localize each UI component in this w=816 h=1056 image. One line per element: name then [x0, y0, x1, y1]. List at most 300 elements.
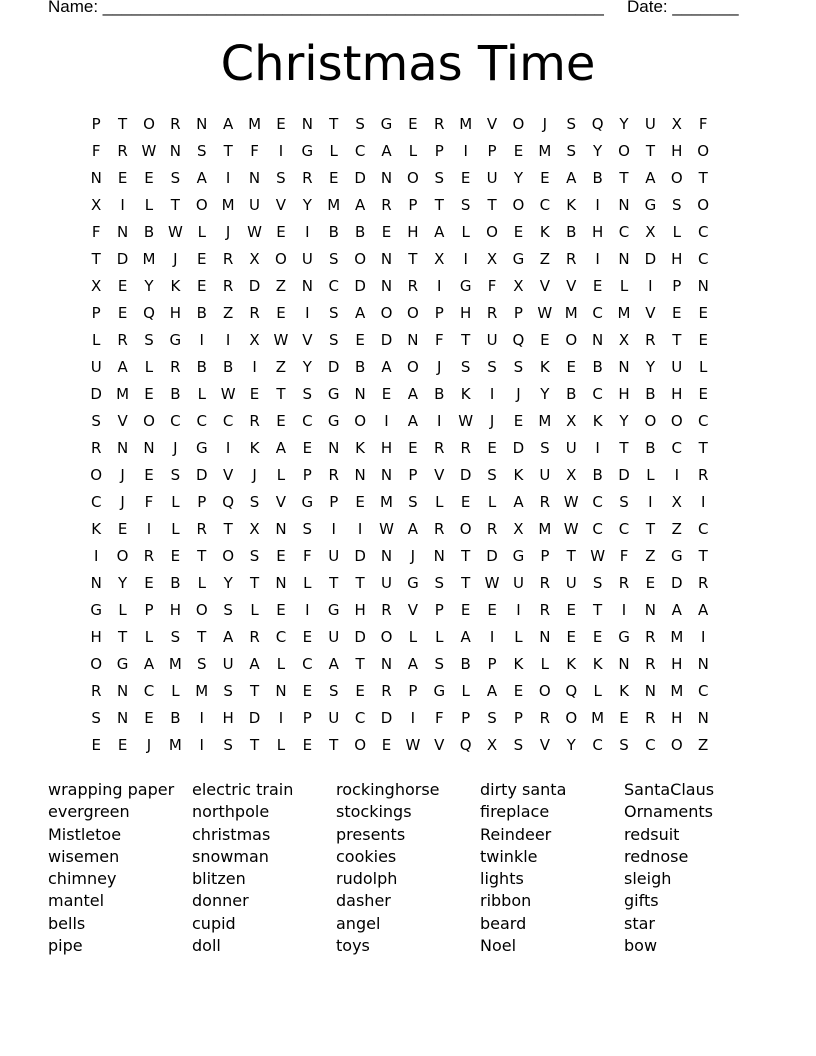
grid-letter: M: [168, 736, 182, 754]
grid-letter: E: [144, 709, 154, 727]
grid-letter: N: [116, 223, 129, 241]
grid-letter: E: [276, 304, 286, 322]
grid-letter: S: [276, 169, 286, 187]
grid-letter: T: [197, 628, 207, 646]
grid-letter: M: [168, 655, 182, 673]
grid-letter: A: [486, 682, 498, 700]
grid-letter: V: [539, 277, 550, 295]
grid-letter: E: [276, 223, 286, 241]
grid-letter: A: [566, 169, 577, 187]
grid-letter: G: [327, 385, 340, 403]
grid-letter: O: [618, 142, 630, 160]
grid-letter: C: [592, 493, 603, 511]
grid-letter: E: [566, 358, 576, 376]
grid-letter: I: [305, 223, 310, 241]
grid-letter: R: [170, 358, 181, 376]
grid-letter: Y: [144, 277, 154, 295]
grid-letter: N: [380, 250, 393, 268]
grid-letter: M: [591, 709, 605, 727]
word-list-item: fireplace: [480, 802, 550, 822]
grid-letter: E: [645, 574, 656, 592]
grid-letter: D: [644, 250, 657, 268]
grid-letter: N: [275, 574, 287, 592]
grid-letter: E: [513, 223, 524, 241]
grid-letter: I: [146, 520, 152, 538]
grid-letter: N: [618, 250, 630, 268]
grid-letter: K: [566, 655, 577, 673]
grid-letter: J: [410, 547, 416, 565]
grid-letter: Q: [222, 493, 235, 511]
grid-letter: C: [170, 412, 181, 430]
grid-letter: R: [381, 196, 392, 214]
grid-letter: C: [592, 736, 603, 754]
grid-letter: I: [331, 520, 336, 538]
word-list-item: bow: [624, 936, 658, 956]
grid-letter: L: [197, 574, 206, 592]
grid-letter: E: [408, 439, 418, 457]
grid-letter: E: [144, 466, 154, 484]
grid-letter: B: [592, 466, 603, 484]
grid-letter: N: [407, 331, 419, 349]
grid-letter: I: [305, 601, 310, 619]
word-list-item: rudolph: [336, 869, 398, 889]
grid-letter: U: [301, 250, 313, 268]
grid-letter: R: [117, 142, 128, 160]
grid-letter: B: [592, 169, 603, 187]
grid-letter: X: [566, 466, 577, 484]
grid-letter: G: [90, 601, 102, 619]
grid-letter: E: [408, 115, 418, 133]
grid-letter: E: [513, 682, 524, 700]
grid-letter: I: [463, 142, 468, 160]
grid-letter: W: [247, 223, 262, 241]
grid-letter: U: [512, 574, 524, 592]
grid-letter: R: [302, 169, 313, 187]
grid-row: [83, 732, 743, 759]
grid-letter: S: [328, 682, 339, 700]
grid-letter: A: [381, 358, 392, 376]
grid-letter: K: [249, 439, 260, 457]
grid-letter: W: [563, 493, 579, 511]
grid-letter: M: [670, 682, 684, 700]
word-list-item: twinkle: [480, 846, 538, 866]
grid-letter: T: [698, 547, 708, 565]
grid-letter: T: [487, 196, 497, 214]
grid-letter: B: [328, 223, 339, 241]
grid-letter: N: [644, 601, 657, 619]
grid-letter: C: [302, 655, 313, 673]
grid-letter: I: [648, 493, 653, 511]
grid-letter: D: [354, 277, 366, 295]
grid-letter: Y: [645, 358, 655, 376]
grid-letter: O: [512, 196, 525, 214]
grid-letter: E: [328, 169, 339, 187]
grid-letter: V: [275, 493, 287, 511]
word-list-item: rockinghorse: [336, 780, 440, 799]
grid-letter: O: [275, 250, 287, 268]
grid-letter: Q: [143, 304, 155, 322]
grid-letter: G: [195, 439, 208, 457]
grid-letter: E: [566, 601, 576, 619]
grid-letter: S: [460, 196, 471, 214]
grid-letter: E: [460, 601, 471, 619]
grid-letter: L: [276, 466, 286, 484]
grid-letter: N: [248, 169, 261, 187]
grid-letter: S: [355, 115, 365, 133]
grid-letter: W: [484, 574, 500, 592]
grid-letter: T: [593, 601, 603, 619]
grid-letter: E: [698, 304, 708, 322]
grid-letter: O: [222, 547, 235, 565]
grid-letter: T: [249, 682, 260, 700]
grid-letter: R: [460, 439, 471, 457]
word-list-column: [48, 779, 192, 957]
word-list-item: beard: [480, 913, 527, 933]
grid-letter: J: [120, 493, 125, 511]
grid-letter: O: [90, 466, 103, 484]
word-list-column: [336, 779, 480, 957]
grid-letter: I: [93, 547, 99, 565]
grid-letter: G: [512, 250, 525, 268]
word-list-item: star: [624, 913, 655, 933]
word-list-column: [624, 779, 768, 957]
grid-letter: T: [249, 736, 260, 754]
grid-letter: C: [222, 412, 234, 430]
grid-letter: W: [405, 736, 421, 754]
grid-letter: A: [407, 385, 419, 403]
grid-letter: C: [592, 304, 603, 322]
grid-letter: M: [538, 520, 552, 538]
grid-letter: D: [671, 574, 683, 592]
grid-letter: L: [171, 520, 180, 538]
grid-letter: H: [618, 385, 630, 403]
grid-letter: V: [407, 601, 419, 619]
worksheet-header: [0, 0, 816, 21]
grid-letter: R: [381, 601, 392, 619]
grid-letter: N: [301, 115, 313, 133]
grid-letter: S: [513, 736, 524, 754]
grid-letter: R: [143, 547, 155, 565]
grid-letter: J: [225, 223, 231, 241]
grid-letter: I: [648, 277, 653, 295]
grid-letter: Y: [223, 574, 233, 592]
grid-letter: R: [566, 250, 577, 268]
grid-letter: X: [486, 250, 498, 268]
grid-letter: C: [592, 385, 603, 403]
grid-letter: E: [592, 277, 603, 295]
grid-letter: I: [225, 439, 231, 457]
grid-letter: P: [461, 709, 471, 727]
date-field-label: Date: _______: [627, 0, 739, 16]
grid-letter: B: [170, 709, 181, 727]
grid-letter: C: [539, 196, 551, 214]
grid-letter: R: [645, 628, 656, 646]
grid-letter: F: [698, 115, 708, 133]
grid-letter: N: [380, 466, 393, 484]
grid-letter: E: [698, 385, 708, 403]
grid-letter: C: [697, 250, 709, 268]
grid-letter: N: [592, 331, 604, 349]
grid-letter: J: [542, 115, 548, 133]
grid-letter: L: [487, 493, 497, 511]
grid-letter: H: [671, 142, 683, 160]
grid-letter: P: [434, 601, 444, 619]
grid-letter: K: [513, 466, 524, 484]
grid-letter: U: [249, 196, 261, 214]
grid-letter: G: [116, 655, 129, 673]
grid-letter: A: [249, 655, 260, 673]
grid-letter: K: [566, 196, 577, 214]
grid-letter: D: [618, 466, 630, 484]
grid-letter: B: [566, 385, 577, 403]
grid-letter: S: [408, 493, 418, 511]
grid-letter: S: [170, 466, 181, 484]
grid-letter: U: [90, 358, 102, 376]
grid-letter: C: [697, 520, 709, 538]
word-list-item: gifts: [624, 891, 659, 911]
word-list-item: dasher: [336, 891, 391, 911]
grid-letter: C: [354, 709, 366, 727]
grid-letter: U: [539, 466, 551, 484]
grid-letter: L: [435, 628, 444, 646]
grid-letter: D: [195, 466, 208, 484]
grid-letter: E: [540, 331, 550, 349]
grid-letter: M: [248, 115, 262, 133]
grid-letter: J: [437, 358, 442, 376]
grid-letter: T: [223, 142, 233, 160]
grid-letter: M: [459, 115, 473, 133]
grid-row: [83, 408, 743, 435]
word-list-item: stockings: [336, 802, 412, 822]
grid-letter: Y: [302, 196, 312, 214]
grid-row: [83, 138, 743, 165]
grid-letter: P: [408, 682, 418, 700]
grid-row: [83, 489, 743, 516]
grid-letter: K: [460, 385, 471, 403]
grid-letter: B: [434, 385, 445, 403]
grid-letter: R: [645, 331, 656, 349]
grid-letter: I: [120, 196, 125, 214]
grid-letter: K: [619, 682, 629, 700]
grid-letter: A: [354, 304, 366, 322]
grid-letter: N: [380, 547, 393, 565]
grid-letter: A: [223, 115, 234, 133]
grid-letter: V: [223, 466, 234, 484]
grid-letter: S: [487, 709, 497, 727]
grid-letter: E: [487, 439, 497, 457]
grid-letter: R: [249, 412, 260, 430]
grid-letter: Z: [275, 358, 287, 376]
grid-letter: P: [408, 466, 418, 484]
grid-letter: O: [644, 412, 657, 430]
grid-letter: H: [380, 439, 393, 457]
grid-letter: J: [146, 736, 152, 754]
grid-letter: R: [486, 304, 498, 322]
grid-row: [83, 462, 743, 489]
grid-letter: L: [92, 331, 101, 349]
grid-letter: B: [566, 223, 577, 241]
grid-letter: E: [460, 169, 471, 187]
grid-letter: O: [406, 358, 419, 376]
grid-letter: B: [645, 439, 656, 457]
grid-letter: W: [220, 385, 236, 403]
grid-letter: J: [489, 412, 495, 430]
grid-letter: W: [563, 520, 579, 538]
grid-letter: N: [169, 142, 181, 160]
grid-letter: U: [486, 169, 498, 187]
grid-letter: N: [275, 682, 287, 700]
grid-letter: T: [461, 331, 471, 349]
grid-letter: O: [380, 304, 393, 322]
grid-letter: N: [275, 520, 287, 538]
grid-letter: E: [276, 412, 286, 430]
grid-letter: T: [329, 574, 339, 592]
grid-letter: A: [407, 520, 419, 538]
grid-letter: A: [328, 655, 339, 673]
grid-letter: X: [566, 412, 577, 430]
grid-letter: O: [195, 601, 208, 619]
grid-letter: L: [514, 628, 523, 646]
grid-letter: O: [354, 736, 366, 754]
grid-letter: O: [116, 547, 129, 565]
grid-letter: K: [539, 223, 550, 241]
grid-letter: S: [460, 358, 471, 376]
grid-letter: N: [301, 277, 313, 295]
grid-letter: A: [354, 196, 366, 214]
word-list-item: SantaClaus: [624, 780, 715, 799]
grid-letter: W: [458, 412, 474, 430]
grid-letter: E: [513, 412, 524, 430]
grid-letter: O: [406, 304, 419, 322]
word-list-item: evergreen: [48, 802, 130, 822]
grid-letter: A: [407, 412, 419, 430]
grid-letter: X: [249, 520, 260, 538]
grid-letter: T: [645, 142, 655, 160]
grid-letter: T: [197, 547, 207, 565]
grid-letter: U: [381, 574, 392, 592]
grid-letter: W: [590, 547, 606, 565]
grid-letter: F: [619, 547, 629, 565]
grid-letter: E: [91, 736, 101, 754]
word-list: [48, 779, 788, 957]
grid-letter: I: [278, 709, 284, 727]
grid-letter: O: [697, 196, 710, 214]
grid-letter: G: [644, 196, 657, 214]
grid-letter: O: [354, 412, 366, 430]
grid-letter: O: [565, 331, 578, 349]
grid-letter: X: [249, 250, 260, 268]
grid-letter: P: [91, 115, 101, 133]
grid-letter: D: [486, 547, 498, 565]
grid-letter: Q: [512, 331, 525, 349]
grid-letter: X: [618, 331, 630, 349]
grid-letter: I: [621, 601, 627, 619]
word-list-item: Mistletoe: [48, 824, 122, 844]
grid-letter: B: [170, 574, 181, 592]
grid-letter: W: [379, 520, 394, 538]
grid-letter: H: [460, 304, 472, 322]
grid-letter: F: [303, 547, 312, 565]
grid-letter: R: [645, 709, 656, 727]
grid-letter: U: [328, 628, 340, 646]
grid-letter: C: [354, 142, 366, 160]
grid-letter: Z: [223, 304, 234, 322]
grid-letter: O: [697, 142, 710, 160]
grid-letter: H: [354, 601, 366, 619]
grid-letter: E: [302, 628, 313, 646]
grid-letter: A: [407, 655, 419, 673]
grid-row: [83, 165, 743, 192]
grid-letter: V: [434, 736, 445, 754]
word-list-item: toys: [336, 936, 370, 956]
grid-letter: L: [197, 385, 206, 403]
grid-letter: U: [486, 331, 498, 349]
grid-letter: P: [91, 304, 101, 322]
grid-letter: X: [486, 736, 498, 754]
grid-letter: L: [461, 223, 470, 241]
grid-letter: L: [593, 682, 602, 700]
grid-letter: L: [118, 601, 127, 619]
grid-letter: F: [250, 142, 259, 160]
grid-letter: B: [170, 385, 181, 403]
grid-letter: T: [118, 115, 128, 133]
grid-letter: N: [196, 115, 208, 133]
grid-letter: O: [354, 250, 366, 268]
grid-letter: N: [143, 439, 155, 457]
grid-letter: S: [302, 520, 313, 538]
grid-letter: Z: [275, 277, 287, 295]
grid-letter: O: [143, 115, 155, 133]
grid-letter: I: [595, 196, 600, 214]
grid-letter: I: [384, 412, 389, 430]
word-list-item: electric train: [192, 780, 294, 799]
grid-letter: T: [355, 574, 365, 592]
grid-letter: H: [407, 223, 419, 241]
grid-letter: M: [116, 385, 130, 403]
grid-letter: R: [697, 574, 709, 592]
grid-letter: C: [618, 223, 630, 241]
grid-letter: Q: [459, 736, 472, 754]
grid-letter: E: [117, 169, 128, 187]
page-title: Christmas Time: [220, 36, 596, 92]
grid-letter: R: [328, 466, 339, 484]
grid-letter: C: [143, 682, 155, 700]
grid-letter: H: [90, 628, 102, 646]
grid-letter: S: [328, 331, 339, 349]
grid-letter: Y: [619, 115, 629, 133]
grid-letter: D: [459, 466, 472, 484]
grid-letter: K: [539, 358, 550, 376]
grid-letter: R: [486, 520, 498, 538]
grid-letter: Y: [619, 412, 629, 430]
grid-letter: R: [645, 655, 656, 673]
grid-letter: R: [618, 574, 630, 592]
grid-letter: S: [619, 736, 629, 754]
word-list-item: redsuit: [624, 824, 680, 844]
grid-letter: T: [223, 520, 233, 538]
grid-letter: O: [670, 412, 683, 430]
grid-letter: V: [434, 466, 445, 484]
grid-letter: N: [116, 709, 129, 727]
grid-letter: T: [698, 169, 708, 187]
grid-letter: I: [199, 331, 204, 349]
grid-letter: V: [275, 196, 287, 214]
grid-letter: N: [354, 385, 366, 403]
grid-letter: I: [410, 709, 416, 727]
grid-letter: E: [355, 331, 365, 349]
grid-letter: M: [538, 412, 552, 430]
grid-letter: R: [539, 709, 551, 727]
